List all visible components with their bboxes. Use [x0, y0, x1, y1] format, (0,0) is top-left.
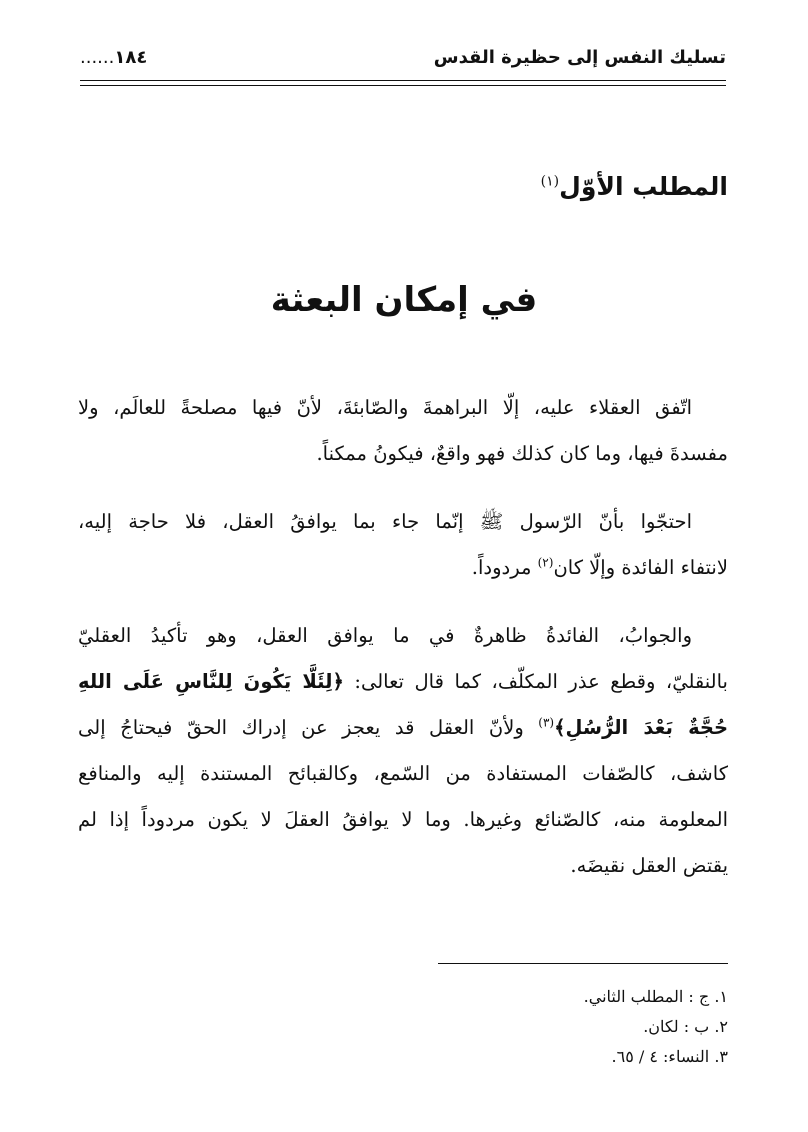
header-title: تسليك النفس إلى حظيرة القدس: [433, 46, 726, 68]
header-dots: ......: [80, 46, 115, 68]
footnote-mark-3: (٣): [538, 715, 555, 730]
section-heading: [541, 172, 728, 201]
quran-verse-part-2: حُجَّةٌ بَعْدَ الرُّسُلِ﴾: [554, 716, 728, 739]
paragraph-3-text-a: بالنقليّ، وقطع عذر المكلّف، كما قال تعالى:: [343, 670, 728, 693]
paragraph-1-line-2: مفسدةَ فيها، وما كان كذلك فهو واقعٌ، فيكونُ ممكناً.: [316, 442, 728, 465]
section-footnote-mark: (١): [540, 173, 560, 190]
chapter-title: في إمكان البعثة: [270, 280, 538, 320]
paragraph-1-line-1: اتّفق العقلاء عليه، إلّا البراهمةَ والصّابئةَ، لأنّ فيها مصلحةً للعالَم، ولا: [78, 396, 692, 419]
paragraph-3-text-b: ولأنّ العقل قد يعجز عن إدراك الحقّ فيحتاجُ إلى: [78, 716, 539, 739]
paragraph-3-line-1: والجوابُ، الفائدةُ ظاهرةٌ في ما يوافق العقل، وهو تأكيدُ العقليّ: [78, 624, 692, 647]
footnote-separator: [438, 963, 728, 964]
paragraph-2-text-a: لانتفاء الفائدة وإلّا كان: [553, 556, 728, 579]
paragraph-2-line-2: [78, 545, 728, 591]
footnote-2: ٢. ب : لكان.: [643, 1017, 728, 1036]
running-header: [80, 40, 726, 74]
footnotes: [78, 982, 728, 1072]
paragraph-3-line-2: [78, 659, 728, 705]
paragraph-3-line-4: كاشف، كالصّفات المستفادة من السّمع، وكالقبائح المستندة إليه والمنافع: [78, 762, 728, 785]
header-page-number: [80, 47, 147, 68]
footnote-1: ١. ج : المطلب الثاني.: [583, 987, 728, 1006]
paragraph-2-text-b: مردوداً.: [471, 556, 538, 579]
paragraph-2-line-1: احتجّوا بأنّ الرّسول ﷺ إنّما جاء بما يوافقُ العقل، فلا حاجة إليه،: [78, 510, 692, 533]
paragraph-3-line-3: [78, 705, 728, 751]
footnote-mark-2: (٢): [537, 555, 554, 570]
body-text: [78, 385, 728, 889]
section-label: المطلب الأوّل: [559, 172, 728, 201]
paragraph-3-line-6: يقتض العقل نقيضَه.: [570, 854, 728, 877]
header-rule-top: [80, 80, 726, 81]
quran-verse-part-1: ﴿لِئَلَّا يَكُونَ لِلنَّاسِ عَلَى اللهِ: [78, 670, 344, 693]
header-rule-bottom: [80, 85, 726, 86]
footnote-3: ٣. النساء: ٤ / ٦٥.: [611, 1047, 728, 1066]
page-number: ١٨٤: [114, 46, 148, 68]
paragraph-3-line-5: المعلومة منه، كالصّنائع وغيرها. وما لا يوافقُ العقلَ لا يكون مردوداً إذا لم: [78, 808, 728, 831]
